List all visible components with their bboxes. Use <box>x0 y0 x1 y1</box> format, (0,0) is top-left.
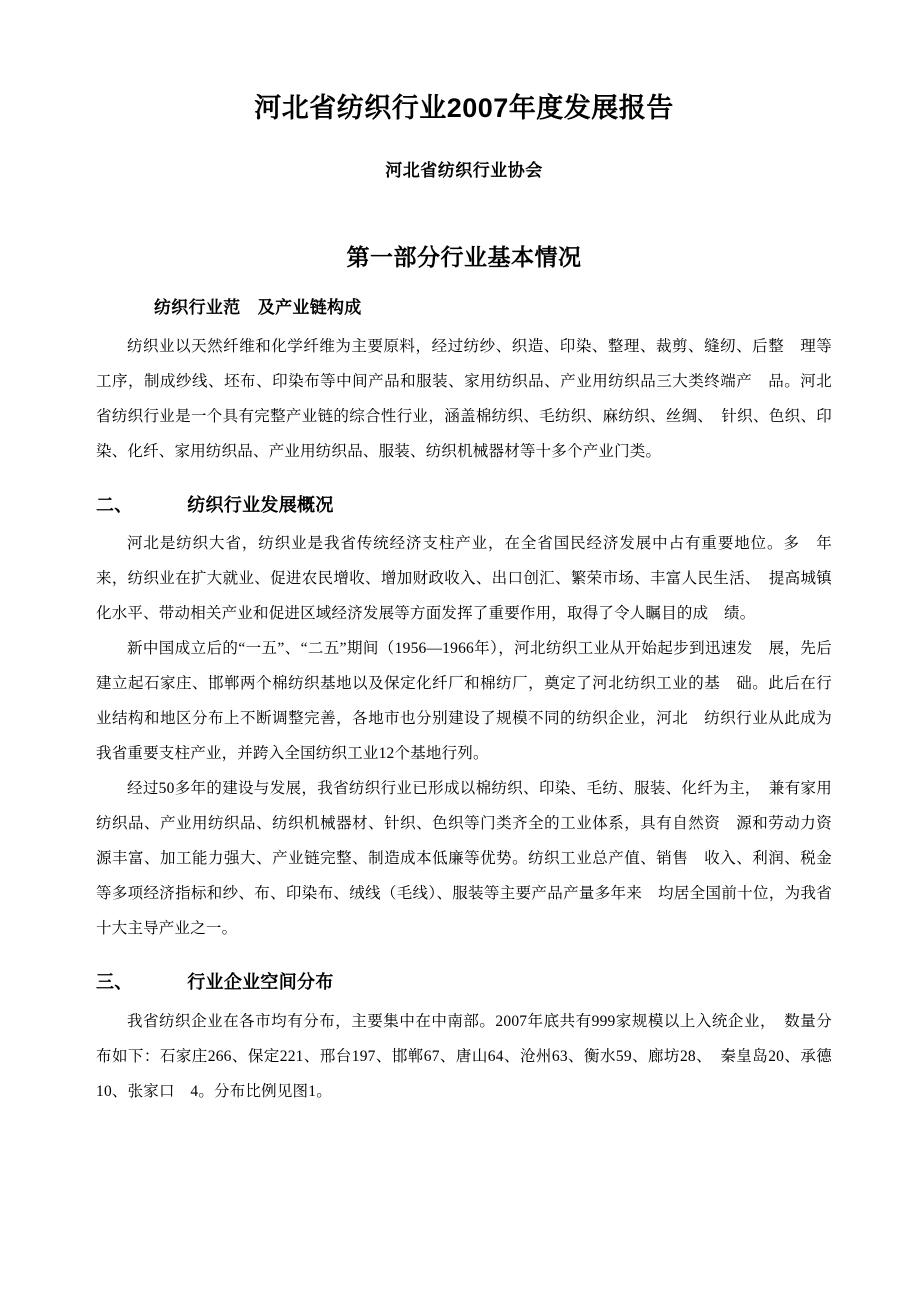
part-title: 第一部分行业基本情况 <box>346 243 582 270</box>
paragraph: 新中国成立后的“一五”、“二五”期间（1956—1966年），河北纺织工业从开始起步到迅速发 展，先后建立起石家庄、邯郸两个棉纺织基地以及保定化纤厂和棉纺厂，奠定了河北纺织工业的基 础。此后在行业结构和地区分布上不断调整完善，各地市也分别建设了规模不同的纺织企业，河北 纺织行业从此成为我省重要支柱产业，并跨入全国纺织工业12个基地行列。 <box>96 640 832 763</box>
section-number-2: 二、 <box>96 494 133 515</box>
paragraph: 纺织业以天然纤维和化学纤维为主要原料，经过纺纱、织造、印染、整理、裁剪、缝纫、后整 理等工序，制成纱线、坯布、印染布等中间产品和服装、家用纺织品、产业用纺织品三大类终端产 品。河北省纺织行业是一个具有完整产业链的综合性行业，涵盖棉纺织、毛纺织、麻纺织、丝绸、 针织、色织、印染、化纤、家用纺织品、产业用纺织品、服装、纺织机械器材等十多个产业门类。 <box>96 337 832 460</box>
section-heading-1: 纺织行业范 及产业链构成 <box>154 298 362 318</box>
paragraph: 我省纺织企业在各市均有分布，主要集中在中南部。2007年底共有999家规模以上入统企业， 数量分布如下：石家庄266、保定221、邢台197、邯郸67、唐山64、沧州63、衡水59、廊坊28、 秦皇岛20、承德10、张家口 4。分布比例见图1。 <box>96 1012 832 1100</box>
section-number-3: 三、 <box>96 972 133 993</box>
section-heading-2 <box>96 469 832 517</box>
paragraph: 河北是纺织大省，纺织业是我省传统经济支柱产业，在全省国民经济发展中占有重要地位。多 年来，纺织业在扩大就业、促进农民增收、增加财政收入、出口创汇、繁荣市场、丰富人民生活、 提高城镇化水平、带动相关产业和促进区域经济发展等方面发挥了重要作用，取得了令人瞩目的成 绩。 <box>96 535 832 623</box>
paragraph: 经过50多年的建设与发展，我省纺织行业已形成以棉纺织、印染、毛纺、服装、化纤为主， 兼有家用纺织品、产业用纺织品、纺织机械器材、针织、色织等门类齐全的工业体系，具有自然资 源和劳动力资源丰富、加工能力强大、产业链完整、制造成本低廉等优势。纺织工业总产值、销售 收入、利润、税金等多项经济指标和纱、布、印染布、绒线（毛线）、服装等主要产品产量多年来 均居全国前十位，为我省十大主导产业之一。 <box>96 780 832 938</box>
document-title: 河北省纺织行业2007年度发展报告 <box>254 93 674 123</box>
document-body <box>96 0 832 1109</box>
section-heading-text-2: 纺织行业发展概况 <box>187 494 334 515</box>
section-heading-3 <box>96 946 832 994</box>
document-author: 河北省纺织行业协会 <box>385 161 543 181</box>
section-heading-text-3: 行业企业空间分布 <box>187 972 334 993</box>
